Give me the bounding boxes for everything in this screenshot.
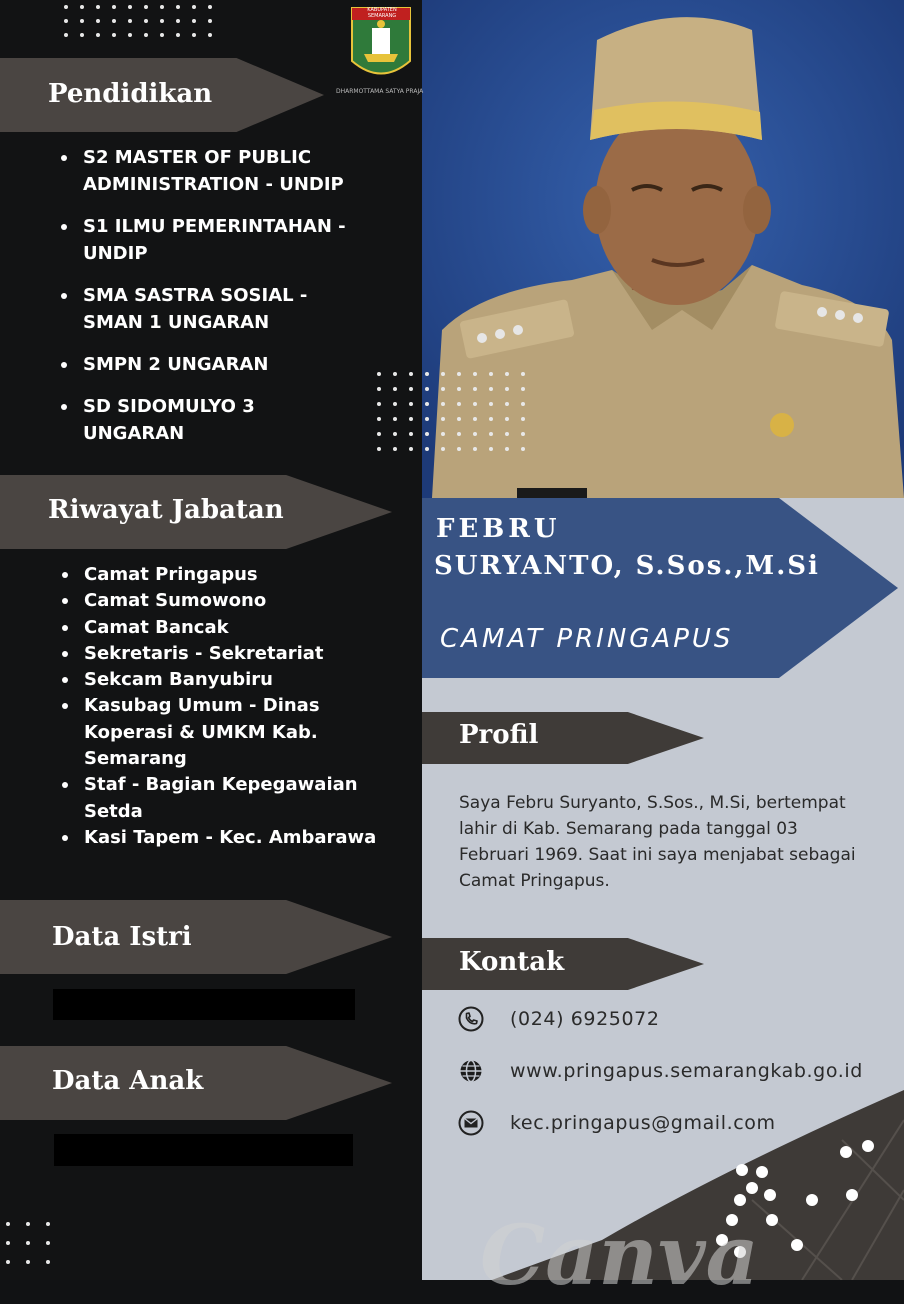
dot	[128, 5, 132, 9]
education-item: S1 ILMU PEMERINTAHAN - UNDIP	[57, 213, 347, 267]
dot	[144, 5, 148, 9]
career-item: Staf - Bagian Kepegawaian Setda	[58, 772, 388, 825]
dot	[377, 417, 381, 421]
profile-text: Saya Febru Suryanto, S.Sos., M.Si, bertempat lahir di Kab. Semarang pada tanggal 03 Februari 1969. Saat ini saya menjabat sebagai Camat Pringapus.	[459, 793, 856, 891]
education-list	[57, 144, 347, 462]
dot	[26, 1260, 30, 1264]
dot	[473, 372, 477, 376]
dot	[144, 33, 148, 37]
dot	[409, 402, 413, 406]
dot	[208, 5, 212, 9]
career-item: Kasi Tapem - Kec. Ambarawa	[58, 825, 388, 851]
dot	[128, 19, 132, 23]
dot	[505, 402, 509, 406]
dot	[521, 447, 525, 451]
career-item: Kasubag Umum - Dinas Koperasi & UMKM Kab. Semarang	[58, 693, 388, 772]
logo-caption: DHARMOTTAMA SATYA PRAJA	[336, 88, 424, 95]
education-item: SD SIDOMULYO 3 UNGARAN	[57, 393, 347, 447]
dot	[409, 447, 413, 451]
contact-email: kec.pringapus@gmail.com	[510, 1112, 776, 1134]
dot	[176, 19, 180, 23]
dot	[473, 447, 477, 451]
children-redacted	[54, 1134, 353, 1166]
dot	[112, 5, 116, 9]
dot	[409, 387, 413, 391]
person-first-name: FEBRU	[436, 514, 561, 544]
dot	[521, 432, 525, 436]
dot	[473, 432, 477, 436]
dot	[473, 402, 477, 406]
dot	[441, 447, 445, 451]
dot	[96, 19, 100, 23]
dot	[46, 1222, 50, 1226]
dot	[144, 19, 148, 23]
canva-watermark: Canva	[480, 1208, 759, 1304]
career-item: Camat Bancak	[58, 615, 388, 641]
dot	[160, 33, 164, 37]
dot	[489, 372, 493, 376]
education-title: Pendidikan	[48, 79, 213, 109]
dot	[393, 417, 397, 421]
dot	[112, 19, 116, 23]
mail-icon	[458, 1110, 484, 1136]
dot	[192, 33, 196, 37]
dot	[160, 5, 164, 9]
dot	[393, 387, 397, 391]
dot	[505, 447, 509, 451]
dot	[6, 1222, 10, 1226]
dot	[26, 1241, 30, 1245]
dots-decoration-middle	[377, 372, 537, 462]
dot	[208, 19, 212, 23]
dot	[393, 432, 397, 436]
dot	[409, 372, 413, 376]
logo-top-text: KABUPATEN SEMARANG	[367, 7, 397, 19]
dot	[457, 447, 461, 451]
career-item: Sekcam Banyubiru	[58, 667, 388, 693]
dot	[457, 372, 461, 376]
person-last-name: SURYANTO, S.Sos.,M.Si	[434, 551, 820, 581]
dot	[377, 372, 381, 376]
globe-icon	[458, 1058, 484, 1084]
dot	[128, 33, 132, 37]
dot	[489, 417, 493, 421]
dot	[46, 1241, 50, 1245]
dot	[80, 19, 84, 23]
dot	[377, 402, 381, 406]
career-item: Camat Pringapus	[58, 562, 388, 588]
dot	[489, 432, 493, 436]
dot	[473, 387, 477, 391]
dot	[192, 19, 196, 23]
dot	[377, 432, 381, 436]
contact-email-row[interactable]	[458, 1109, 776, 1137]
dot	[441, 432, 445, 436]
dot	[112, 33, 116, 37]
contact-phone: (024) 6925072	[510, 1008, 660, 1030]
dot	[176, 5, 180, 9]
dot	[208, 33, 212, 37]
spouse-redacted	[53, 989, 355, 1020]
dot	[489, 447, 493, 451]
dot	[176, 33, 180, 37]
dot	[489, 387, 493, 391]
dot	[441, 402, 445, 406]
dot	[425, 387, 429, 391]
education-item: SMA SASTRA SOSIAL - SMAN 1 UNGARAN	[57, 282, 347, 336]
career-item: Camat Sumowono	[58, 588, 388, 614]
dot	[80, 5, 84, 9]
dot	[192, 5, 196, 9]
spouse-title: Data Istri	[52, 922, 192, 952]
contact-website: www.pringapus.semarangkab.go.id	[510, 1060, 863, 1082]
dot	[393, 402, 397, 406]
profile-title: Profil	[459, 720, 539, 750]
dot	[96, 33, 100, 37]
person-role: CAMAT PRINGAPUS	[440, 624, 734, 654]
dot	[457, 432, 461, 436]
dot	[425, 402, 429, 406]
dot	[425, 432, 429, 436]
dot	[521, 372, 525, 376]
dot	[393, 447, 397, 451]
dot	[96, 5, 100, 9]
dot	[377, 387, 381, 391]
dot	[521, 402, 525, 406]
dot	[521, 417, 525, 421]
dot	[26, 1222, 30, 1226]
career-title: Riwayat Jabatan	[48, 495, 284, 525]
dot	[441, 387, 445, 391]
contact-phone-row[interactable]	[458, 1005, 660, 1033]
contact-website-row[interactable]	[458, 1057, 863, 1085]
career-list	[58, 562, 388, 851]
education-item: SMPN 2 UNGARAN	[57, 351, 347, 378]
dot	[64, 19, 68, 23]
dot	[457, 387, 461, 391]
dot	[457, 402, 461, 406]
dot	[393, 372, 397, 376]
dot	[409, 417, 413, 421]
dot	[160, 19, 164, 23]
dot	[6, 1260, 10, 1264]
dot	[505, 387, 509, 391]
dot	[505, 417, 509, 421]
dot	[46, 1260, 50, 1264]
dots-decoration-top	[64, 5, 224, 47]
education-item: S2 MASTER OF PUBLIC ADMINISTRATION - UNDIP	[57, 144, 347, 198]
career-item: Sekretaris - Sekretariat	[58, 641, 388, 667]
children-title: Data Anak	[52, 1066, 204, 1096]
dot	[6, 1241, 10, 1245]
contact-title: Kontak	[459, 947, 565, 977]
dot	[441, 372, 445, 376]
dot	[64, 5, 68, 9]
phone-icon	[458, 1006, 484, 1032]
dot	[441, 417, 445, 421]
dot	[489, 402, 493, 406]
dot	[505, 372, 509, 376]
dot	[80, 33, 84, 37]
dot	[409, 432, 413, 436]
dot	[64, 33, 68, 37]
dot	[425, 372, 429, 376]
dot	[425, 447, 429, 451]
dot	[521, 387, 525, 391]
dot	[473, 417, 477, 421]
dots-decoration-bottom	[6, 1222, 66, 1279]
dot	[377, 447, 381, 451]
dot	[425, 417, 429, 421]
dot	[457, 417, 461, 421]
dot	[505, 432, 509, 436]
